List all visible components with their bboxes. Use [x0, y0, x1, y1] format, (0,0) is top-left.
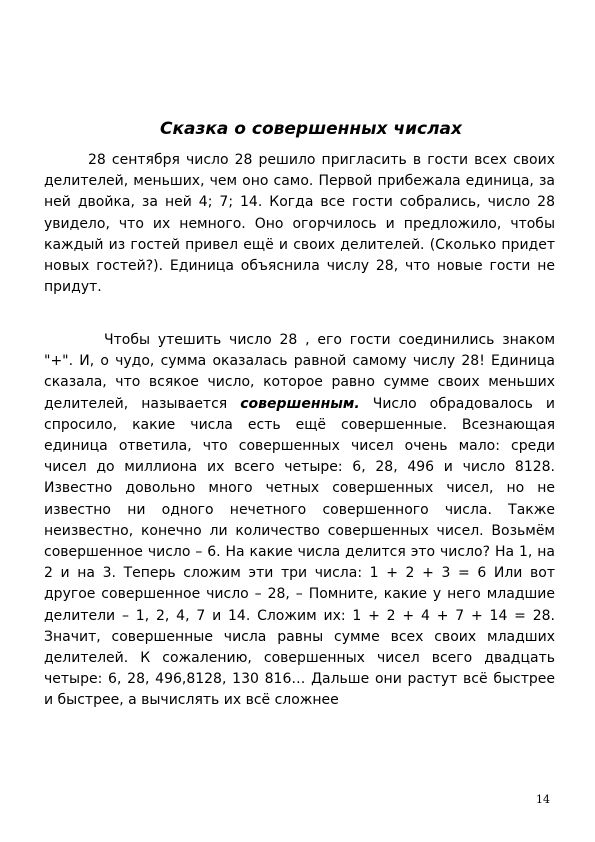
paragraph-2-start: Чтобы утешить число 28 , его гости соединились знаком "+". И, о чудо, сумма оказалась равной самому числу 28! Единица сказала, что всякое число, которое равно сумме своих меньших делителей, называется — [44, 332, 555, 412]
document-title: Сказка о совершенных числах — [160, 119, 462, 139]
paragraph-2-end: Число обрадовалось и спросило, какие числа есть ещё совершенные. Всезнающая единица ответила, что совершенных чисел очень мало: среди чисел до миллиона их всего четыре: 6, 28, 496 и число 8128. Известно довольно много четных совершенных чисел, но не известно ни одного нечетного совершенного числа. Также неизвестно, конечно ли количество совершенных чисел. Возьмём совершенное число – 6. На какие числа делится это число? На 1, на 2 и на 3. Теперь сложим эти три числа: 1 + 2 + 3 = 6 Или вот другое совершенное число – 28, – Помните, какие у него младшие делители – 1, 2, 4, 7 и 14. Сложим их: 1 + 2 + 4 + 7 + 14 = 28. Значит, совершенные числа равны сумме всех своих младших делителей. К сожалению, совершенных чисел всего двадцать четыре: 6, 28, 496,8128, 130 816… Дальше они растут всё быстрее и быстрее, а вычислять их всё сложнее — [44, 395, 556, 709]
paragraph-1: 28 сентября число 28 решило пригласить в гости всех своих делителей, меньших, чем оно само. Первой прибежала единица, за ней двойка, за ней 4; 7; 14. Когда все гости собрались, число 28 увидело, что их немного. Оно огорчилось и предложило, чтобы каждый из гостей привел ещё и своих делителей. (Сколько придет новых гостей?). Единица объяснила числу 28, что новые гости не придут. — [44, 152, 555, 296]
emphasized-term: совершенным. — [240, 395, 360, 412]
page-number: 14 — [536, 793, 550, 806]
paragraph-2 — [44, 330, 555, 712]
